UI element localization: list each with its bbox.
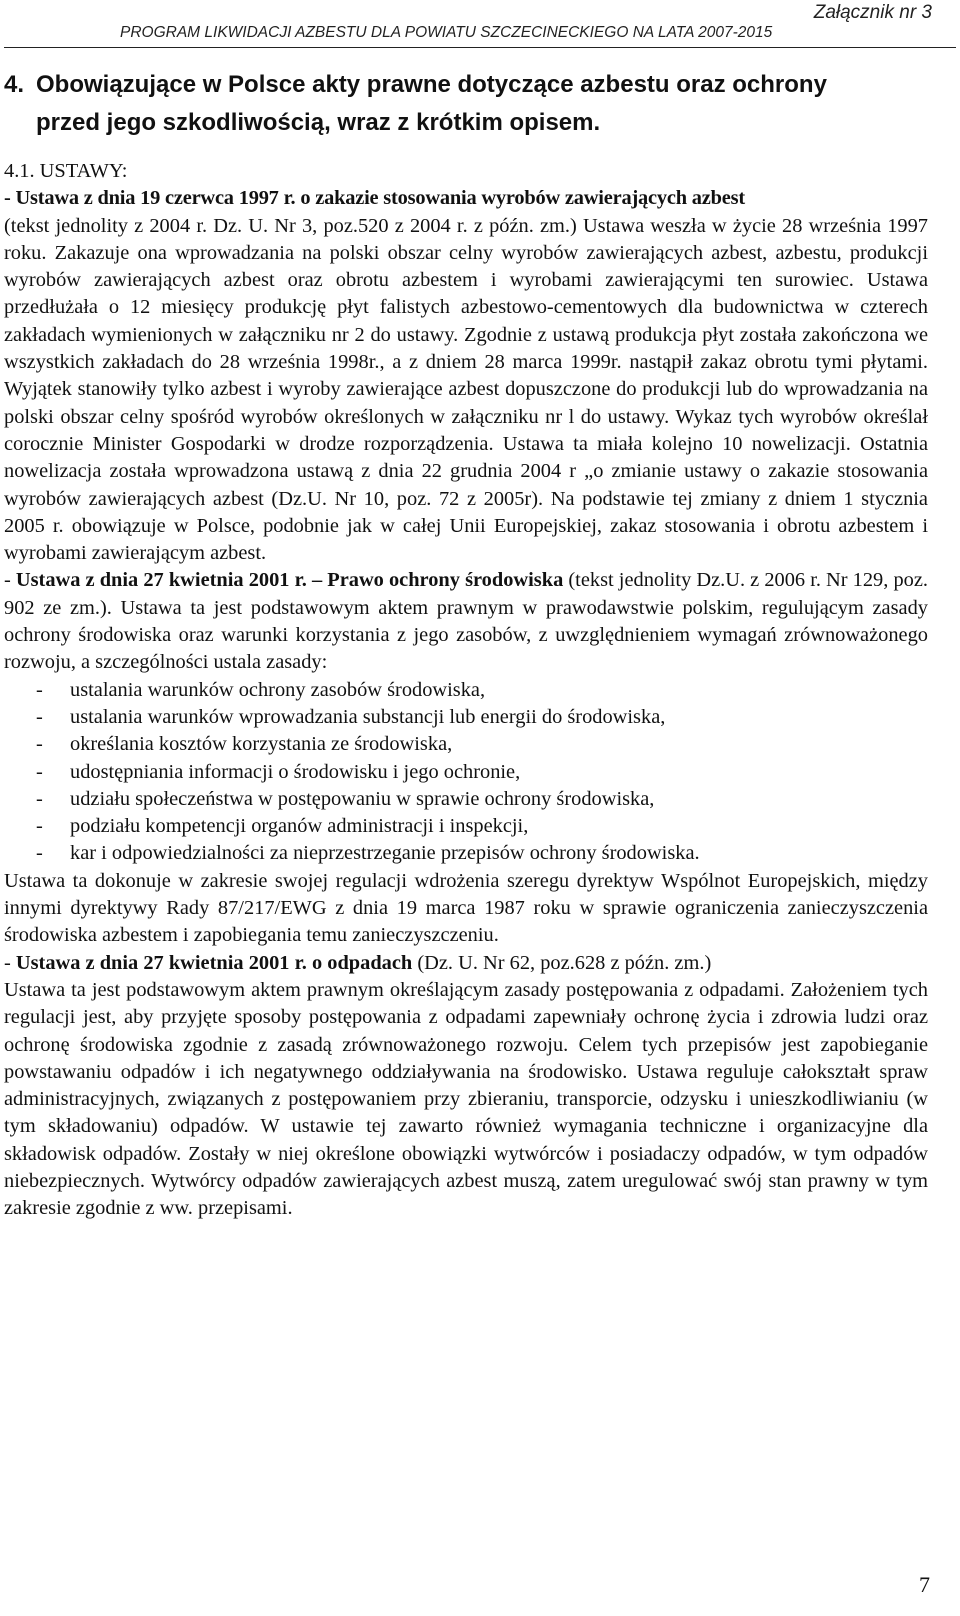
act2-paragraph: [4, 567, 928, 676]
act3-heading: [4, 950, 928, 977]
list-item: - określania kosztów korzystania ze środowiska,: [36, 733, 453, 756]
program-title: PROGRAM LIKWIDACJI AZBESTU DLA POWIATU SZCZECINECKIEGO NA LATA 2007-2015: [120, 24, 773, 41]
page-number: 7: [919, 1572, 930, 1597]
section-title-line2: przed jego szkodliwością, wraz z krótkim opisem.: [36, 109, 601, 136]
list-item: - udostępniania informacji o środowisku i jego ochronie,: [36, 760, 521, 783]
act1-lead: - Ustawa z dnia 19 czerwca 1997 r. o zakazie stosowania wyrobów zawierających azbest: [4, 187, 745, 210]
act2-dash: -: [4, 569, 16, 592]
list-item: - podziału kompetencji organów administracji i inspekcji,: [36, 815, 529, 838]
act1-body: (tekst jednolity z 2004 r. Dz. U. Nr 3, poz.520 z 2004 r. z późn. zm.) Ustawa weszła w życie 28 września 1997 roku. Zakazuje ona wprowadzania na polski obszar celny wyrobów zawierających azbest, azbestu, produkcji wyrobów zawierających azbest oraz obrotu azbestem i wyrobami zawierającymi ten surowiec. Ustawa przedłużała o 12 miesięcy produkcję płyt falistych azbestowo-cementowych dla budownictwa w czterech zakładach wymienionych w załączniku nr 2 do ustawy. Zgodnie z ustawą produkcja płyt została zakończona we wszystkich zakładach do 28 września 1998r., a z dniem 28 marca 1999r. nastąpił zakaz obrotu tymi płytami. Wyjątek stanowiły tylko azbest i wyroby zawierające azbest dopuszczone do produkcji lub do wprowadzania na polski obszar celny spośród wyrobów określonych w załączniku nr l do ustawy. Wykaz tych wyrobów określał corocznie Minister Gospodarki w drodze rozporządzenia. Ustawa ta miała kolejno 10 nowelizacji. Ostatnia nowelizacja została wprowadzona ustawą z dnia 22 grudnia 2004 r „o zmianie ustawy o zakazie stosowania wyrobów zawierających azbest (Dz.U. Nr 10, poz. 72 z 2005r). Na podstawie tej zmiany z dniem 1 stycznia 2005 r. obowiązuje w Polsce, podobnie jak w całej Unii Europejskiej, zakaz stosowania i obrotu azbestem i wyrobami zawierającym azbest.: [4, 214, 928, 565]
subsection-heading: 4.1. USTAWY:: [4, 160, 128, 182]
act2-lead: Ustawa z dnia 27 kwietnia 2001 r. – Prawo ochrony środowiska: [15, 569, 564, 592]
document-body: [4, 158, 928, 1223]
act2-after: Ustawa ta dokonuje w zakresie swojej regulacji wdrożenia szeregu dyrektyw Wspólnot Europejskich, między innymi dyrektywy Rady 87/217/EWG z dnia 19 marca 1987 roku w sprawie ograniczenia zanieczyszczenia środowiska azbestem i zapobiegania temu zanieczyszczeniu.: [4, 869, 928, 947]
list-item: - udziału społeczeństwa w postępowaniu w sprawie ochrony środowiska,: [36, 787, 655, 810]
act3-lead: Ustawa z dnia 27 kwietnia 2001 r. o odpadach: [15, 951, 413, 974]
act3-body: Ustawa ta jest podstawowym aktem prawnym określającym zasady postępowania z odpadami. Założeniem tych regulacji jest, aby przyjęte sposoby postępowania z odpadami zapewniały ochronę życia i zdrowia ludzi oraz ochronę środowiska zgodnie z zasadą zrównoważonego rozwoju. Celem tych przepisów jest zapobieganie powstawaniu odpadów i ich negatywnego oddziaływania na środowisko. Ustawa reguluje całokształt spraw administracyjnych, związanych z postępowaniem przy zbieraniu, transporcie, odzysku i unieszkodliwianiu (w tym składowaniu) odpadów. W ustawie tej zawarto również wymagania techniczne i organizacyjne dla składowisk odpadów. Zostały w niej określone obowiązki wytwórców i posiadaczy odpadów, w tym odpadów niebezpiecznych. Wytwórcy odpadów zawierających azbest muszą, zatem uregulować swój stan prawny w tym zakresie zgodnie z ww. przepisami.: [4, 978, 928, 1220]
section-heading: [4, 66, 934, 142]
act2-principles-list: [4, 677, 928, 868]
header-divider: [4, 47, 956, 48]
list-item: - kar i odpowiedzialności za nieprzestrzeganie przepisów ochrony środowiska.: [36, 842, 700, 865]
act3-ref: (Dz. U. Nr 62, poz.628 z późn. zm.): [412, 951, 712, 974]
list-item: - ustalania warunków wprowadzania substancji lub energii do środowiska,: [36, 705, 666, 728]
section-title-line1: Obowiązujące w Polsce akty prawne dotyczące azbestu oraz ochrony: [36, 71, 827, 98]
list-item: - ustalania warunków ochrony zasobów środowiska,: [36, 678, 486, 701]
act2-body: (tekst jednolity Dz.U. z 2006 r. Nr 129, poz. 902 ze zm.). Ustawa ta jest podstawowym aktem prawnym w prawodawstwie polskim, regulującym zasady ochrony środowiska oraz warunki korzystania z jego zasobów, z uwzględnieniem wymagań zrównoważonego rozwoju, a szczególności ustala zasady:: [4, 569, 928, 674]
act3-dash: -: [4, 951, 16, 974]
annex-label: Załącznik nr 3: [813, 2, 932, 23]
section-number: 4.: [4, 71, 25, 98]
